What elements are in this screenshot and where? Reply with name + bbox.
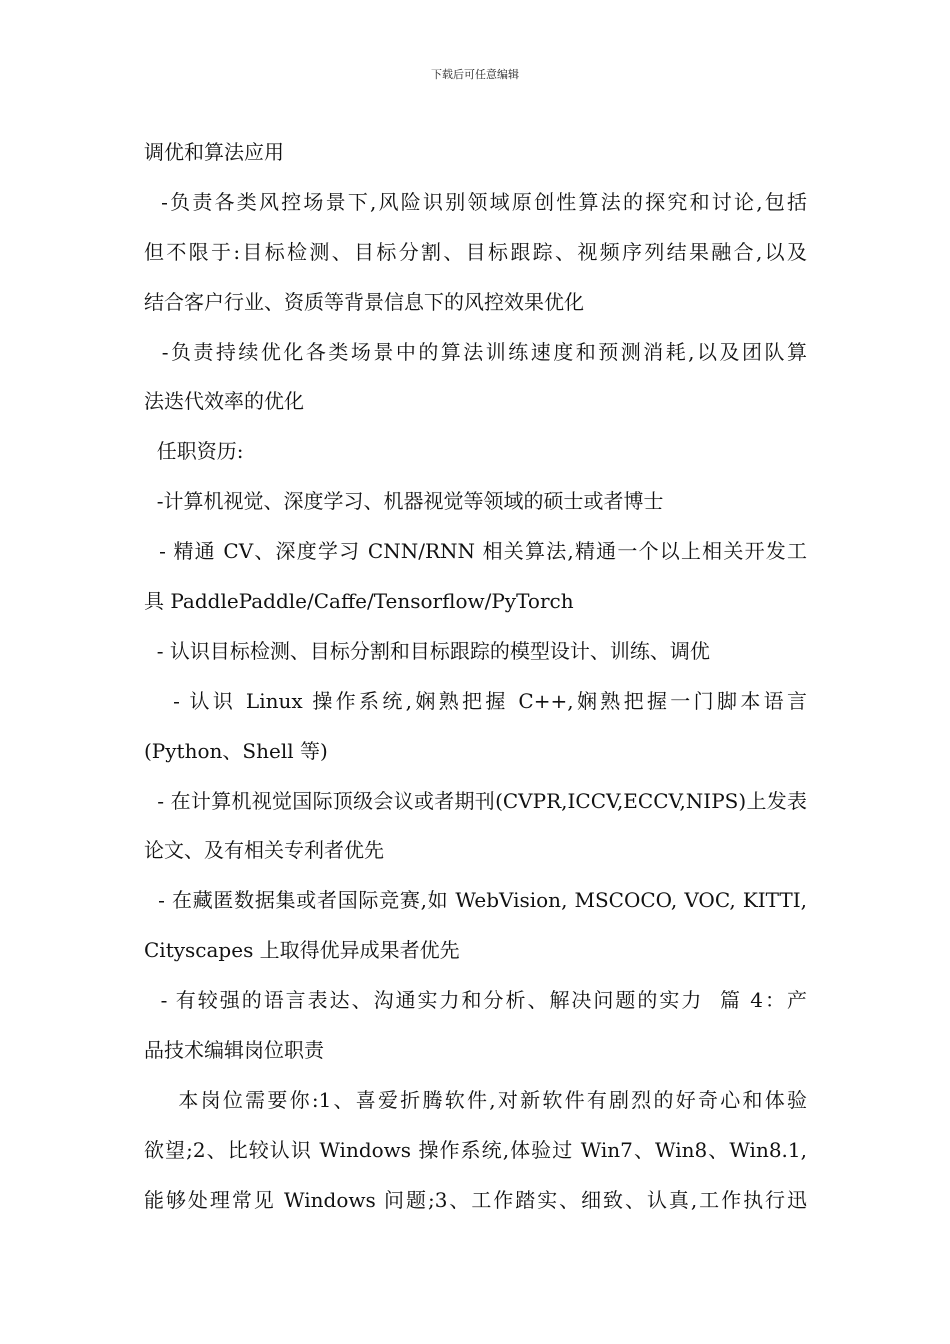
text-line: 论文、及有相关专利者优先 xyxy=(144,838,384,863)
text-line: 欲望;2、比较认识 Windows 操作系统,体验过 Win7、Win8、Win8.1, xyxy=(144,1137,807,1162)
text-line: - 在藏匿数据集或者国际竞赛,如 WebVision, MSCOCO, VOC, KITTI, xyxy=(144,888,807,913)
text-line: 本岗位需要你:1、喜爱折腾软件,对新软件有剧烈的好奇心和体验 xyxy=(144,1087,807,1112)
text-line: 但不限于:目标检测、目标分割、目标跟踪、视频序列结果融合,以及 xyxy=(144,239,807,264)
text-line: 任职资历: xyxy=(144,439,244,464)
text-line: -负责各类风控场景下,风险识别领域原创性算法的探究和讨论,包括 xyxy=(144,189,807,214)
text-line: (Python、Shell 等) xyxy=(144,738,328,763)
text-line: - 在计算机视觉国际顶级会议或者期刊(CVPR,ICCV,ECCV,NIPS)上发表 xyxy=(144,788,807,813)
page-header: 下载后可任意编辑 xyxy=(431,68,519,81)
text-line: Cityscapes 上取得优异成果者优先 xyxy=(144,938,460,963)
text-line: - 认识 Linux 操作系统,娴熟把握 C++,娴熟把握一门脚本语言 xyxy=(144,688,807,713)
text-line: 法迭代效率的优化 xyxy=(144,389,304,414)
text-line: 能够处理常见 Windows 问题;3、工作踏实、细致、认真,工作执行迅 xyxy=(144,1187,807,1212)
text-line: 结合客户行业、资质等背景信息下的风控效果优化 xyxy=(144,289,584,314)
text-line: 品技术编辑岗位职责 xyxy=(144,1038,324,1063)
text-line: -负责持续优化各类场景中的算法训练速度和预测消耗,以及团队算 xyxy=(144,339,807,364)
text-line: - 有较强的语言表达、沟通实力和分析、解决问题的实力 篇 4：产 xyxy=(144,988,807,1013)
document-body xyxy=(144,128,807,1226)
text-line: - 认识目标检测、目标分割和目标跟踪的模型设计、训练、调优 xyxy=(144,638,710,663)
text-line: 具 PaddlePaddle/Caffe/Tensorflow/PyTorch xyxy=(144,589,574,614)
text-line: -计算机视觉、深度学习、机器视觉等领域的硕士或者博士 xyxy=(144,489,664,514)
text-line: - 精通 CV、深度学习 CNN/RNN 相关算法,精通一个以上相关开发工 xyxy=(144,539,807,564)
text-line: 调优和算法应用 xyxy=(144,140,284,164)
